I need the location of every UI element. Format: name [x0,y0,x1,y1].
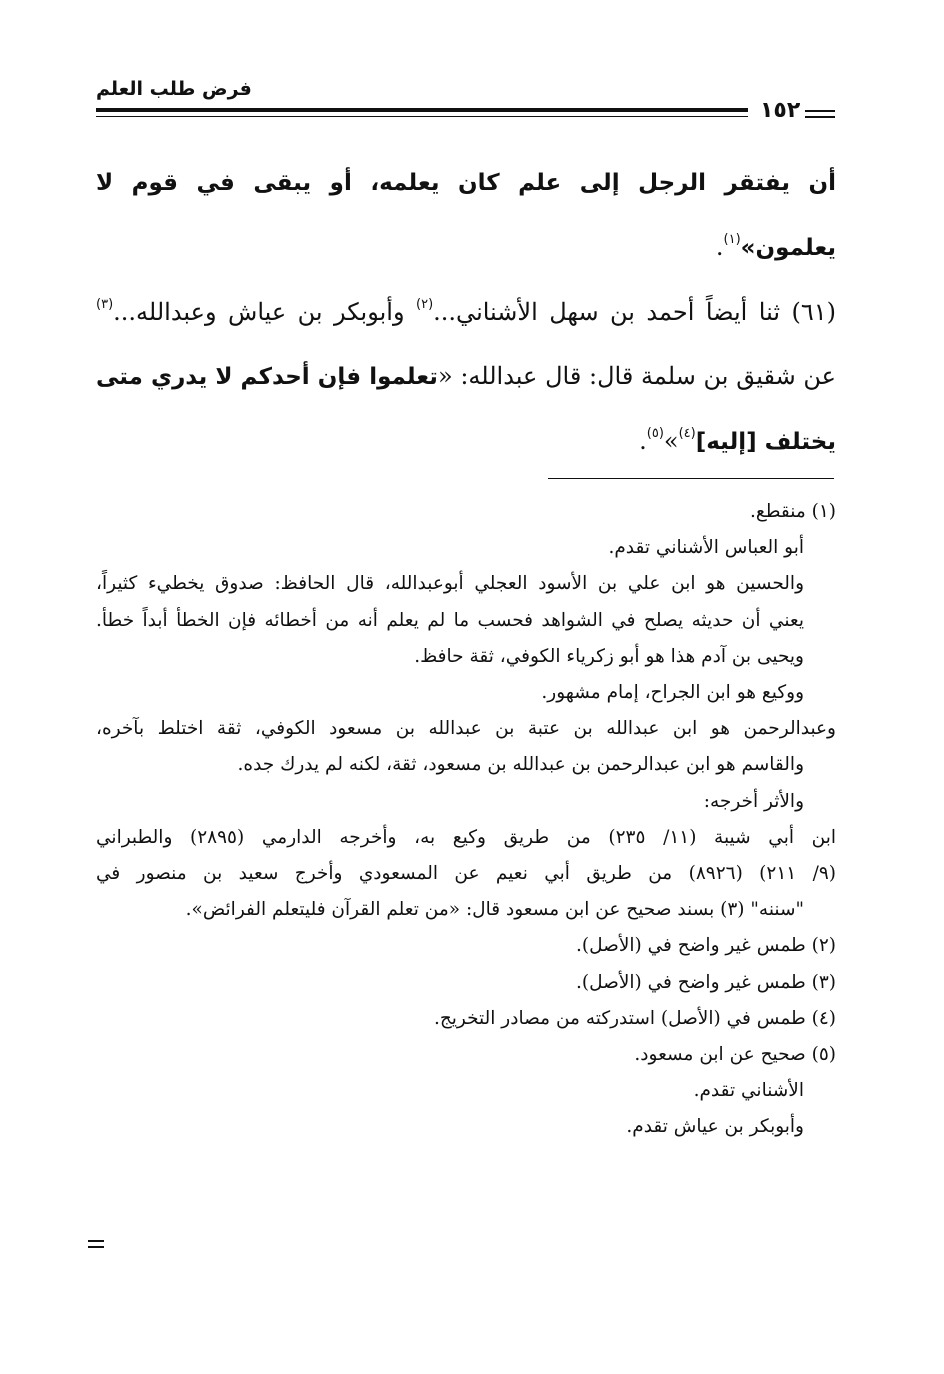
footnote-1-line: والحسين هو ابن علي بن الأسود العجلي أبوعبدالله، قال الحافظ: صدوق يخطيء كثيراً، [96,573,804,595]
narration-text-a: (٦١) ثنا أيضاً أحمد بن سهل الأشناني... [433,298,836,326]
footnote-1-line: والأثر أخرجه: [703,790,804,812]
narration-text-d: » [663,427,679,455]
footnote-3: (٣) طمس غير واضح في (الأصل). [576,971,836,993]
narration-quote: تعلموا فإن أحدكم لا يدري متى يختلف [إليه] [96,364,836,455]
footnote-1-line: وعبدالرحمن هو ابن عبدالله بن عتبة بن عبدالله بن مسعود الكوفي، ثقة اختلط بآخره، [96,718,836,740]
narration-61 [96,280,836,474]
footnote-1-line: أبو العباس الأشناني تقدم. [608,537,804,559]
footnote-2: (٢) طمس غير واضح في (الأصل). [576,935,836,957]
main-text [96,150,836,474]
quote-end-text: أن يفتقر الرجل إلى علم كان يعلمه، أو يبقى في قوم لا يعلمون» [96,170,836,261]
header-rule-thin [96,116,748,117]
footnote-1-line: يعني أن حديثه يصلح في الشواهد فحسب ما لم يعلم أنه من أخطائه فإن الخطأ أبداً خطأ. [96,609,804,631]
header-rule [96,108,748,112]
footnote-5-head: (٥) صحيح عن ابن مسعود. [634,1044,836,1066]
footnote-4: (٤) طمس في (الأصل) استدركته من مصادر التخريج. [433,1007,836,1029]
period: . [715,233,724,261]
footnote-1-head: (١) منقطع. [749,501,836,522]
footnote-ref-4[interactable]: (٤) [678,426,696,441]
footnotes [96,494,836,1146]
footnote-ref-1[interactable]: (١) [723,232,741,247]
footnote-ref-2[interactable]: (٢) [416,297,434,312]
narration-text-b: وأبوبكر بن عياش وعبدالله... [113,298,417,326]
footnote-1-line: "سننه" (٣) بسند صحيح عن ابن مسعود قال: «من تعلم القرآن فليتعلم الفرائض». [185,899,804,921]
footnote-1-line: (٩/ ٢١١) (٨٩٢٦) من طريق أبي نعيم عن المسعودي وأخرج سعيد بن منصور في [96,863,836,885]
page-number-mark [805,110,835,112]
continuation-mark [88,1240,104,1242]
footnote-ref-3[interactable]: (٣) [96,297,114,312]
main-line-1 [96,150,836,280]
footnote-5-line: الأشناني تقدم. [693,1080,804,1102]
footnote-5-line: وأبوبكر بن عياش تقدم. [626,1116,804,1138]
page-number: ١٥٢ [760,98,801,123]
footnote-1-line: ووكيع هو ابن الجراح، إمام مشهور. [541,682,804,704]
footnote-1-line: ويحيى بن آدم هذا هو أبو زكرياء الكوفي، ثقة حافظ. [414,645,804,667]
period: . [639,427,647,455]
running-header-title: فرض طلب العلم [96,78,252,100]
footnote-ref-5[interactable]: (٥) [646,426,664,441]
footnote-separator [548,478,834,479]
footnote-1-line: ابن أبي شيبة (١١/ ٢٣٥) من طريق وكيع به، وأخرجه الدارمي (٢٨٩٥) والطبراني [96,826,836,848]
narration-text-c: عن شقيق بن سلمة قال: قال عبدالله: « [437,362,837,390]
footnote-1-line: والقاسم هو ابن عبدالرحمن بن عبدالله بن مسعود، ثقة، لكنه لم يدرك جده. [237,754,804,776]
